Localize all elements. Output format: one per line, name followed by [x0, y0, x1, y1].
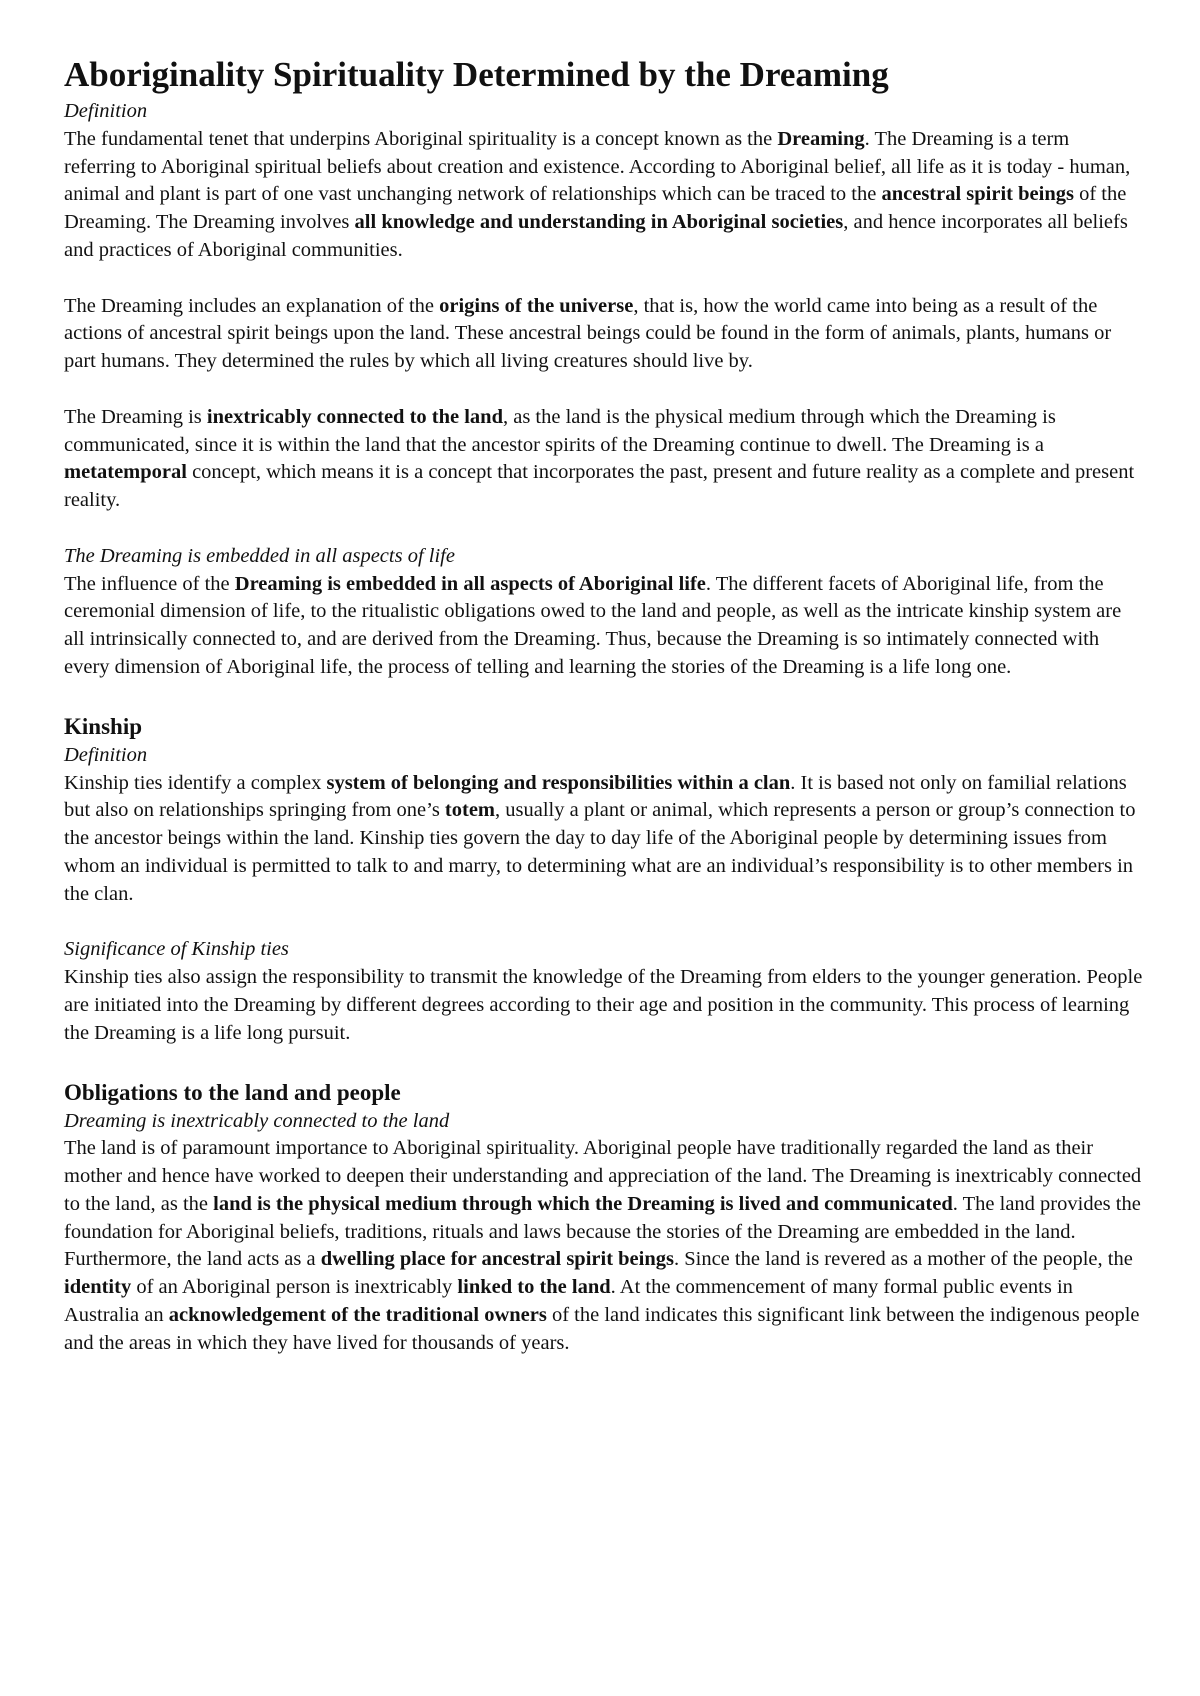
section-kinship-significance	[64, 936, 1146, 1047]
bold-term: inextricably connected to the land	[206, 405, 503, 428]
bold-term: Dreaming is embedded in all aspects of Aboriginal life	[234, 572, 706, 595]
text-run: . The different facets of Aboriginal life, from the ceremonial dimension of life, to the ritualistic obligations owed to the land and people, as well as the intricate kinship system are all intrinsically connected to, and are derived from the Dreaming. Thus, because the Dreaming is so intimately connected with every dimension of Aboriginal life, the process of telling and learning the stories of the Dreaming is a life long one.	[64, 572, 1122, 678]
text-run: Kinship ties identify a complex	[64, 771, 327, 794]
bold-term: land is the physical medium through which the Dreaming is lived and communicated	[213, 1192, 953, 1215]
section-heading: Kinship	[64, 713, 142, 739]
paragraph	[64, 770, 1146, 909]
section-subtitle: The Dreaming is embedded in all aspects of life	[64, 544, 455, 567]
paragraph	[64, 404, 1146, 515]
text-run: The influence of the	[64, 572, 235, 595]
paragraph	[64, 964, 1146, 1047]
paragraph	[64, 571, 1146, 682]
bold-term: Dreaming	[777, 127, 865, 150]
section-kinship	[64, 712, 1146, 909]
text-run: Kinship ties also assign the responsibility to transmit the knowledge of the Dreaming from elders to the younger generation. People are initiated into the Dreaming by different degrees according to their age and position in the community. This process of learning the Dreaming is a life long pursuit.	[64, 966, 1143, 1044]
bold-term: identity	[64, 1276, 132, 1299]
text-run: . It is based not only on familial relations but also on relationships springing from one’s	[64, 771, 1127, 822]
bold-term: dwelling place for ancestral spirit beings	[320, 1248, 674, 1271]
bold-term: linked to the land	[457, 1276, 611, 1299]
section-dreaming-embedded	[64, 543, 1146, 682]
text-run: The fundamental tenet that underpins Aboriginal spirituality is a concept known as the	[64, 127, 778, 150]
text-run: . The Dreaming is a term referring to Aboriginal spiritual beliefs about creation and existence. According to Aboriginal belief, all life as it is today - human, animal and plant is part of one vast unchanging network of relationships which can be traced to the	[64, 127, 1131, 206]
text-run: . The land provides the foundation for Aboriginal beliefs, traditions, rituals and laws because the stories of the Dreaming are embedded in the land. Furthermore, the land acts as a	[64, 1192, 1141, 1271]
document-title: Aboriginality Spirituality Determined by the Dreaming	[64, 55, 889, 94]
text-run: The Dreaming is	[64, 405, 207, 428]
text-run: concept, which means it is a concept that incorporates the past, present and future reality as a complete and present reality.	[64, 461, 1135, 512]
paragraph	[64, 1135, 1146, 1357]
section-dreaming-definition	[64, 98, 1146, 515]
text-run: , as the land is the physical medium through which the Dreaming is communicated, since it is within the land that the ancestor spirits of the Dreaming continue to dwell. The Dreaming is a	[64, 405, 1056, 456]
bold-term: system of belonging and responsibilities within a clan	[326, 771, 791, 794]
text-run: of an Aboriginal person is inextricably	[131, 1276, 458, 1299]
bold-term: acknowledgement of the traditional owners	[168, 1304, 547, 1327]
text-run: of the land indicates this significant link between the indigenous people and the areas in which they have lived for thousands of years.	[64, 1304, 1140, 1354]
bold-term: metatemporal	[64, 461, 187, 484]
section-subtitle: Significance of Kinship ties	[64, 938, 289, 961]
text-run: . Since the land is revered as a mother of the people, the	[673, 1248, 1133, 1271]
document-page	[64, 52, 1146, 1358]
bold-term: origins of the universe	[439, 294, 634, 317]
section-obligations	[64, 1078, 1146, 1358]
text-run: of the Dreaming. The Dreaming involves	[64, 183, 1127, 234]
section-subtitle: Definition	[64, 100, 148, 122]
section-subtitle: Dreaming is inextricably connected to the land	[64, 1109, 450, 1132]
text-run: , usually a plant or animal, which represents a person or group’s connection to the ancestor beings within the land. Kinship ties govern the day to day life of the Aboriginal people by determining issues from whom an individual is permitted to talk to and marry, to determining what are an individual’s responsibility is to other members in the clan.	[64, 799, 1136, 905]
text-run: . At the commencement of many formal public events in Australia an	[64, 1276, 1073, 1327]
section-subtitle: Definition	[64, 743, 148, 766]
text-run: The land is of paramount importance to Aboriginal spirituality. Aboriginal people have traditionally regarded the land as their mother and hence have worked to deepen their understanding and appreciation of the land. The Dreaming is inextricably connected to the land, as the	[64, 1137, 1142, 1215]
paragraph	[64, 293, 1146, 376]
bold-term: totem	[444, 799, 496, 822]
text-run: , and hence incorporates all beliefs and practices of Aboriginal communities.	[64, 211, 1128, 261]
bold-term: all knowledge and understanding in Aboriginal societies	[354, 211, 844, 234]
text-run: , that is, how the world came into being as a result of the actions of ancestral spirit beings upon the land. These ancestral beings could be found in the form of animals, plants, humans or part humans. They determined the rules by which all living creatures should live by.	[64, 294, 1112, 373]
paragraph	[64, 126, 1146, 265]
section-heading: Obligations to the land and people	[64, 1079, 401, 1105]
text-run: The Dreaming includes an explanation of the	[64, 294, 440, 317]
bold-term: ancestral spirit beings	[881, 183, 1074, 206]
